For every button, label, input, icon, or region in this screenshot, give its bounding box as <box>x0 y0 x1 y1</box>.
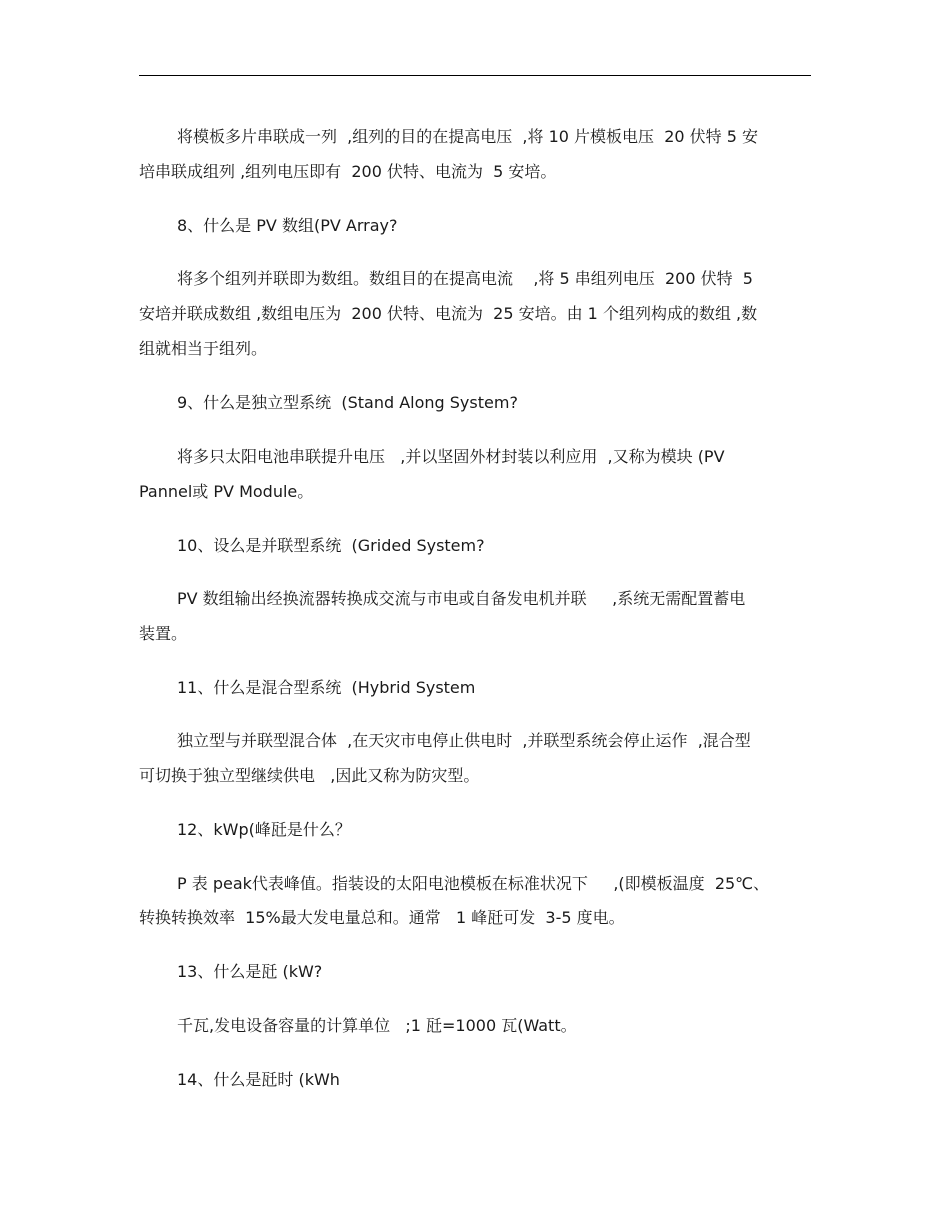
paragraph-line: 安培并联成数组 ,数组电压为 200 伏特、电流为 25 安培。由 1 个组列构成的数组 ,数 <box>139 304 758 323</box>
section-heading-8: 8、什么是 PV 数组(PV Array? <box>177 216 398 235</box>
paragraph-line: PV 数组输出经换流器转换成交流与市电或自备发电机并联 ,系统无需配置蓄电 <box>177 589 746 608</box>
paragraph-line: 千瓦,发电设备容量的计算单位 ;1 瓩=1000 瓦(Watt。 <box>177 1016 577 1035</box>
paragraph-line: 装置。 <box>139 624 188 643</box>
paragraph-line: 将多只太阳电池串联提升电压 ,并以坚固外材封装以利应用 ,又称为模块 (PV <box>177 447 725 466</box>
paragraph-line: 转换转换效率 15%最大发电量总和。通常 1 峰瓩可发 3-5 度电。 <box>139 908 625 927</box>
paragraph-line: 可切换于独立型继续供电 ,因此又称为防灾型。 <box>139 766 480 785</box>
paragraph-line: 将多个组列并联即为数组。数组目的在提高电流 ,将 5 串组列电压 200 伏特 5 <box>177 269 753 288</box>
section-heading-9: 9、什么是独立型系统 (Stand Along System? <box>177 393 518 412</box>
paragraph-line: 培串联成组列 ,组列电压即有 200 伏特、电流为 5 安培。 <box>139 162 557 181</box>
section-heading-10: 10、设么是并联型系统 (Grided System? <box>177 536 485 555</box>
paragraph-line: 独立型与并联型混合体 ,在天灾市电停止供电时 ,并联型系统会停止运作 ,混合型 <box>177 731 751 750</box>
section-heading-14: 14、什么是瓩时 (kWh <box>177 1070 340 1089</box>
section-heading-13: 13、什么是瓩 (kW? <box>177 962 323 981</box>
paragraph-line: 组就相当于组列。 <box>139 339 268 358</box>
section-heading-11: 11、什么是混合型系统 (Hybrid System <box>177 678 476 697</box>
section-heading-12: 12、kWp(峰瓩是什么？ <box>177 820 351 839</box>
paragraph-line: P 表 peak代表峰值。指装设的太阳电池模板在标准状况下 ,(即模板温度 25℃、 <box>177 874 770 893</box>
header-rule <box>139 75 811 76</box>
paragraph-line: 将模板多片串联成一列 ,组列的目的在提高电压 ,将 10 片模板电压 20 伏特 5 安 <box>177 127 759 146</box>
paragraph-line: Pannel或 PV Module。 <box>139 482 314 501</box>
